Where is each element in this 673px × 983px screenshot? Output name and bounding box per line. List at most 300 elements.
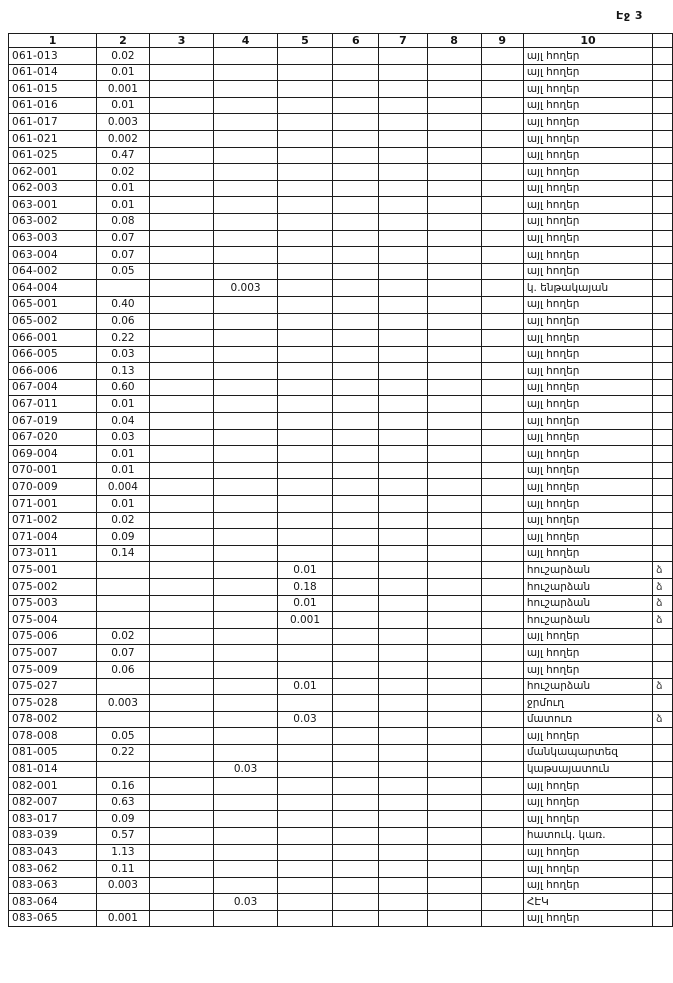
cell-col1: 067-011 <box>9 396 97 413</box>
cell-col9 <box>481 130 523 147</box>
cell-col8 <box>427 413 481 430</box>
cell-col9 <box>481 728 523 745</box>
cell-col2: 0.004 <box>97 479 150 496</box>
cell-col5 <box>277 628 333 645</box>
cell-col2: 0.02 <box>97 164 150 181</box>
cell-col8 <box>427 247 481 264</box>
cell-col6 <box>333 164 379 181</box>
margin-note <box>653 479 673 496</box>
cell-col10: հուշարձան <box>523 612 652 629</box>
cell-col3 <box>149 247 214 264</box>
table-row <box>9 97 673 114</box>
table-row <box>9 263 673 280</box>
table-row <box>9 861 673 878</box>
cell-col1: 073-011 <box>9 545 97 562</box>
cell-col2: 0.04 <box>97 413 150 430</box>
cell-col4 <box>214 379 277 396</box>
cell-col5 <box>277 64 333 81</box>
column-header-2: 2 <box>97 34 150 48</box>
cell-col6 <box>333 661 379 678</box>
cell-col9 <box>481 81 523 98</box>
cell-col9 <box>481 429 523 446</box>
cell-col1: 083-064 <box>9 894 97 911</box>
cell-col2: 0.01 <box>97 97 150 114</box>
cell-col9 <box>481 877 523 894</box>
margin-note: ձ <box>653 595 673 612</box>
cell-col4 <box>214 313 277 330</box>
cell-col7 <box>379 695 427 712</box>
margin-note: ձ <box>653 612 673 629</box>
cell-col9 <box>481 612 523 629</box>
cell-col9 <box>481 346 523 363</box>
cell-col3 <box>149 446 214 463</box>
cell-col3 <box>149 213 214 230</box>
cell-col1: 071-001 <box>9 496 97 513</box>
cell-col10: այլ հողեր <box>523 645 652 662</box>
cell-col9 <box>481 180 523 197</box>
cell-col3 <box>149 579 214 596</box>
cell-col8 <box>427 130 481 147</box>
cell-col7 <box>379 529 427 546</box>
cell-col3 <box>149 479 214 496</box>
cell-col6 <box>333 877 379 894</box>
cell-col9 <box>481 811 523 828</box>
table-row <box>9 512 673 529</box>
cell-col7 <box>379 844 427 861</box>
cell-col8 <box>427 164 481 181</box>
cell-col6 <box>333 429 379 446</box>
cell-col2: 0.06 <box>97 313 150 330</box>
cell-col2 <box>97 678 150 695</box>
cell-col5 <box>277 197 333 214</box>
cell-col4 <box>214 744 277 761</box>
cell-col6 <box>333 910 379 927</box>
cell-col5: 0.01 <box>277 595 333 612</box>
cell-col9 <box>481 529 523 546</box>
cell-col5 <box>277 744 333 761</box>
cell-col1: 065-002 <box>9 313 97 330</box>
margin-note <box>653 48 673 65</box>
cell-col5 <box>277 811 333 828</box>
table-row <box>9 562 673 579</box>
cell-col9 <box>481 695 523 712</box>
margin-note <box>653 761 673 778</box>
cell-col4 <box>214 396 277 413</box>
cell-col6 <box>333 545 379 562</box>
margin-note <box>653 894 673 911</box>
margin-note <box>653 877 673 894</box>
cell-col10: այլ հողեր <box>523 263 652 280</box>
cell-col9 <box>481 263 523 280</box>
margin-note: ձ <box>653 678 673 695</box>
cell-col4 <box>214 180 277 197</box>
cell-col6 <box>333 247 379 264</box>
cell-col10: այլ հողեր <box>523 330 652 347</box>
cell-col4 <box>214 197 277 214</box>
cell-col7 <box>379 761 427 778</box>
margin-note <box>653 164 673 181</box>
cell-col3 <box>149 827 214 844</box>
margin-note <box>653 379 673 396</box>
cell-col4 <box>214 346 277 363</box>
cell-col7 <box>379 213 427 230</box>
cell-col8 <box>427 496 481 513</box>
column-header-1: 1 <box>9 34 97 48</box>
margin-note <box>653 512 673 529</box>
cell-col4 <box>214 81 277 98</box>
table-row <box>9 545 673 562</box>
margin-note <box>653 346 673 363</box>
cell-col9 <box>481 628 523 645</box>
margin-note <box>653 97 673 114</box>
cell-col9 <box>481 711 523 728</box>
cell-col10: այլ հողեր <box>523 213 652 230</box>
cell-col4 <box>214 844 277 861</box>
column-header-5: 5 <box>277 34 333 48</box>
cell-col9 <box>481 230 523 247</box>
cell-col3 <box>149 744 214 761</box>
cell-col5 <box>277 180 333 197</box>
cell-col10: այլ հողեր <box>523 48 652 65</box>
cell-col2: 0.22 <box>97 330 150 347</box>
cell-col4 <box>214 661 277 678</box>
margin-note <box>653 280 673 297</box>
margin-note: ձ <box>653 562 673 579</box>
margin-note <box>653 446 673 463</box>
cell-col2: 0.01 <box>97 197 150 214</box>
cell-col7 <box>379 462 427 479</box>
cell-col3 <box>149 894 214 911</box>
table-row <box>9 811 673 828</box>
cell-col7 <box>379 446 427 463</box>
cell-col2: 1.13 <box>97 844 150 861</box>
cell-col10: մատուռ <box>523 711 652 728</box>
cell-col2: 0.14 <box>97 545 150 562</box>
cell-col7 <box>379 280 427 297</box>
column-header-6: 6 <box>333 34 379 48</box>
cell-col10: հուշարձան <box>523 579 652 596</box>
cell-col3 <box>149 512 214 529</box>
cell-col7 <box>379 579 427 596</box>
cell-col4 <box>214 479 277 496</box>
cell-col8 <box>427 827 481 844</box>
cell-col4 <box>214 496 277 513</box>
cell-col4 <box>214 529 277 546</box>
cell-col7 <box>379 744 427 761</box>
cell-col8 <box>427 778 481 795</box>
cell-col8 <box>427 114 481 131</box>
margin-note <box>653 744 673 761</box>
cell-col4 <box>214 64 277 81</box>
cell-col6 <box>333 462 379 479</box>
cell-col1: 063-004 <box>9 247 97 264</box>
cell-col2: 0.47 <box>97 147 150 164</box>
cell-col5: 0.001 <box>277 612 333 629</box>
cell-col8 <box>427 363 481 380</box>
cell-col3 <box>149 130 214 147</box>
cell-col2: 0.22 <box>97 744 150 761</box>
cell-col3 <box>149 496 214 513</box>
table-row <box>9 744 673 761</box>
cell-col6 <box>333 263 379 280</box>
cell-col3 <box>149 778 214 795</box>
cell-col2: 0.03 <box>97 346 150 363</box>
cell-col4 <box>214 462 277 479</box>
table-row <box>9 346 673 363</box>
cell-col9 <box>481 396 523 413</box>
cell-col2: 0.001 <box>97 910 150 927</box>
cell-col1: 075-007 <box>9 645 97 662</box>
cell-col1: 078-002 <box>9 711 97 728</box>
table-row <box>9 48 673 65</box>
cell-col8 <box>427 579 481 596</box>
table-row <box>9 64 673 81</box>
cell-col6 <box>333 296 379 313</box>
cell-col4 <box>214 263 277 280</box>
cell-col4 <box>214 130 277 147</box>
margin-note <box>653 827 673 844</box>
cell-col2: 0.003 <box>97 114 150 131</box>
cell-col3 <box>149 794 214 811</box>
cell-col8 <box>427 180 481 197</box>
cell-col5 <box>277 396 333 413</box>
table-row <box>9 379 673 396</box>
cell-col8 <box>427 529 481 546</box>
table-row <box>9 197 673 214</box>
cell-col2: 0.57 <box>97 827 150 844</box>
cell-col1: 067-004 <box>9 379 97 396</box>
cell-col7 <box>379 97 427 114</box>
cell-col5: 0.01 <box>277 678 333 695</box>
cell-col2: 0.40 <box>97 296 150 313</box>
cell-col1: 067-019 <box>9 413 97 430</box>
cell-col10: այլ հողեր <box>523 545 652 562</box>
cell-col1: 066-001 <box>9 330 97 347</box>
cell-col8 <box>427 330 481 347</box>
cell-col1: 066-005 <box>9 346 97 363</box>
cell-col10: այլ հողեր <box>523 413 652 430</box>
cell-col7 <box>379 496 427 513</box>
margin-note <box>653 130 673 147</box>
cell-col3 <box>149 263 214 280</box>
cell-col7 <box>379 728 427 745</box>
cell-col5 <box>277 413 333 430</box>
cell-col8 <box>427 811 481 828</box>
cell-col4 <box>214 512 277 529</box>
cell-col8 <box>427 147 481 164</box>
cell-col3 <box>149 861 214 878</box>
cell-col6 <box>333 529 379 546</box>
cell-col5 <box>277 877 333 894</box>
cell-col10: այլ հողեր <box>523 496 652 513</box>
margin-note <box>653 330 673 347</box>
margin-note <box>653 64 673 81</box>
cell-col5 <box>277 247 333 264</box>
cell-col2 <box>97 894 150 911</box>
margin-note <box>653 861 673 878</box>
cell-col8 <box>427 64 481 81</box>
cell-col6 <box>333 579 379 596</box>
margin-note <box>653 695 673 712</box>
cell-col9 <box>481 861 523 878</box>
table-row <box>9 180 673 197</box>
cell-col6 <box>333 197 379 214</box>
cell-col6 <box>333 346 379 363</box>
cell-col6 <box>333 213 379 230</box>
cell-col6 <box>333 894 379 911</box>
cell-col3 <box>149 396 214 413</box>
cell-col8 <box>427 479 481 496</box>
cell-col6 <box>333 114 379 131</box>
cell-col7 <box>379 363 427 380</box>
cell-col2: 0.09 <box>97 811 150 828</box>
cell-col2 <box>97 761 150 778</box>
cell-col9 <box>481 280 523 297</box>
cell-col8 <box>427 844 481 861</box>
cell-col3 <box>149 346 214 363</box>
land-parcel-table <box>8 33 673 927</box>
cell-col7 <box>379 197 427 214</box>
cell-col10: այլ հողեր <box>523 811 652 828</box>
cell-col9 <box>481 661 523 678</box>
cell-col5 <box>277 363 333 380</box>
cell-col2: 0.08 <box>97 213 150 230</box>
cell-col4 <box>214 296 277 313</box>
table-row <box>9 247 673 264</box>
table-row <box>9 446 673 463</box>
cell-col4 <box>214 645 277 662</box>
cell-col3 <box>149 877 214 894</box>
cell-col6 <box>333 48 379 65</box>
cell-col1: 075-001 <box>9 562 97 579</box>
cell-col3 <box>149 545 214 562</box>
cell-col10: այլ հողեր <box>523 81 652 98</box>
table-row <box>9 213 673 230</box>
cell-col1: 061-021 <box>9 130 97 147</box>
cell-col1: 083-062 <box>9 861 97 878</box>
cell-col8 <box>427 711 481 728</box>
margin-note <box>653 811 673 828</box>
cell-col10: այլ հողեր <box>523 661 652 678</box>
cell-col7 <box>379 562 427 579</box>
cell-col10: այլ հողեր <box>523 114 652 131</box>
cell-col7 <box>379 678 427 695</box>
cell-col7 <box>379 612 427 629</box>
cell-col7 <box>379 479 427 496</box>
cell-col10: այլ հողեր <box>523 728 652 745</box>
cell-col3 <box>149 844 214 861</box>
cell-col5 <box>277 910 333 927</box>
cell-col7 <box>379 794 427 811</box>
cell-col4 <box>214 628 277 645</box>
cell-col2: 0.003 <box>97 695 150 712</box>
cell-col7 <box>379 545 427 562</box>
margin-note <box>653 413 673 430</box>
cell-col1: 061-014 <box>9 64 97 81</box>
cell-col1: 061-025 <box>9 147 97 164</box>
cell-col8 <box>427 280 481 297</box>
margin-note-header <box>653 34 673 48</box>
cell-col3 <box>149 910 214 927</box>
cell-col4 <box>214 579 277 596</box>
cell-col7 <box>379 413 427 430</box>
cell-col7 <box>379 346 427 363</box>
cell-col8 <box>427 230 481 247</box>
cell-col6 <box>333 728 379 745</box>
table-row <box>9 147 673 164</box>
cell-col8 <box>427 562 481 579</box>
cell-col1: 075-028 <box>9 695 97 712</box>
margin-note <box>653 794 673 811</box>
cell-col3 <box>149 429 214 446</box>
table-row <box>9 612 673 629</box>
cell-col1: 069-004 <box>9 446 97 463</box>
table-row <box>9 114 673 131</box>
cell-col10: կաթսայատուն <box>523 761 652 778</box>
table-header <box>9 34 673 48</box>
cell-col6 <box>333 280 379 297</box>
cell-col7 <box>379 512 427 529</box>
cell-col6 <box>333 844 379 861</box>
cell-col1: 063-001 <box>9 197 97 214</box>
cell-col6 <box>333 396 379 413</box>
margin-note <box>653 313 673 330</box>
cell-col2: 0.003 <box>97 877 150 894</box>
cell-col3 <box>149 695 214 712</box>
cell-col3 <box>149 413 214 430</box>
cell-col1: 082-007 <box>9 794 97 811</box>
cell-col7 <box>379 379 427 396</box>
cell-col1: 075-004 <box>9 612 97 629</box>
cell-col3 <box>149 379 214 396</box>
cell-col10: այլ հողեր <box>523 628 652 645</box>
cell-col7 <box>379 661 427 678</box>
cell-col10: այլ հողեր <box>523 64 652 81</box>
cell-col2: 0.07 <box>97 230 150 247</box>
cell-col3 <box>149 313 214 330</box>
cell-col8 <box>427 877 481 894</box>
cell-col1: 075-009 <box>9 661 97 678</box>
cell-col5 <box>277 429 333 446</box>
column-header-4: 4 <box>214 34 277 48</box>
cell-col8 <box>427 396 481 413</box>
cell-col8 <box>427 213 481 230</box>
cell-col1: 071-004 <box>9 529 97 546</box>
cell-col9 <box>481 910 523 927</box>
cell-col4 <box>214 711 277 728</box>
cell-col10: այլ հողեր <box>523 910 652 927</box>
cell-col4 <box>214 213 277 230</box>
cell-col5 <box>277 213 333 230</box>
cell-col10: այլ հողեր <box>523 844 652 861</box>
cell-col2: 0.01 <box>97 496 150 513</box>
cell-col5 <box>277 545 333 562</box>
cell-col7 <box>379 595 427 612</box>
cell-col9 <box>481 97 523 114</box>
cell-col8 <box>427 728 481 745</box>
table-row <box>9 280 673 297</box>
table-row <box>9 164 673 181</box>
cell-col10: հուշարձան <box>523 562 652 579</box>
cell-col2: 0.01 <box>97 64 150 81</box>
cell-col9 <box>481 379 523 396</box>
cell-col5: 0.18 <box>277 579 333 596</box>
cell-col8 <box>427 678 481 695</box>
cell-col4 <box>214 811 277 828</box>
cell-col7 <box>379 164 427 181</box>
cell-col10: այլ հողեր <box>523 180 652 197</box>
table-row <box>9 794 673 811</box>
